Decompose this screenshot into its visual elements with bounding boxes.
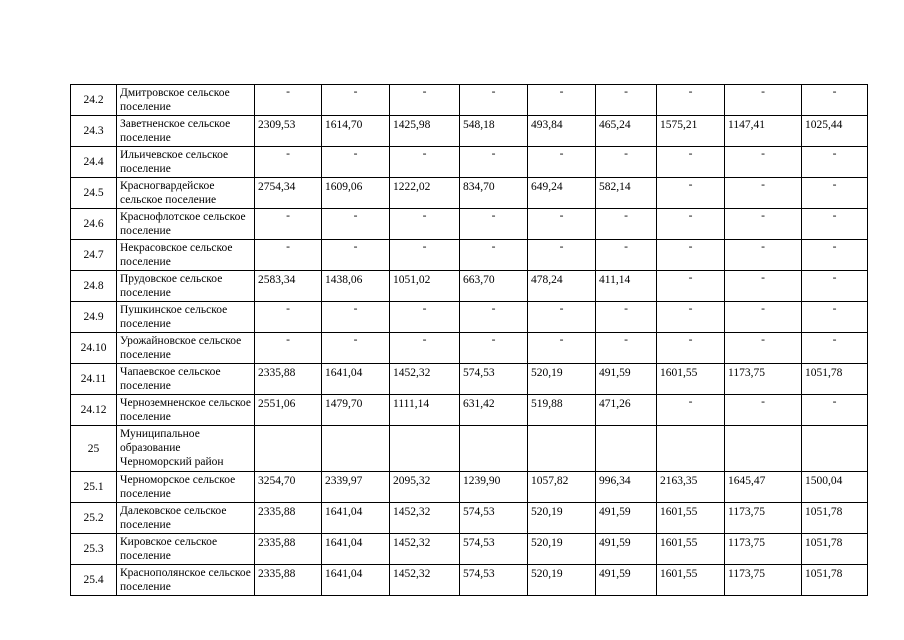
value-cell: - (802, 209, 868, 240)
tariff-table (70, 84, 868, 596)
settlement-name: Ильичевское сельское поселение (117, 147, 255, 178)
value-cell: 1452,32 (390, 503, 460, 534)
value-cell: - (390, 240, 460, 271)
value-cell: - (725, 302, 802, 333)
value-cell: 1173,75 (725, 364, 802, 395)
value-cell: - (725, 178, 802, 209)
value-cell (802, 426, 868, 472)
value-cell: 1641,04 (322, 534, 390, 565)
value-cell: 663,70 (460, 271, 528, 302)
value-cell: - (322, 302, 390, 333)
value-cell: 1051,78 (802, 565, 868, 596)
value-cell: 574,53 (460, 364, 528, 395)
value-cell: 471,26 (596, 395, 657, 426)
value-cell: 1452,32 (390, 565, 460, 596)
value-cell: - (802, 271, 868, 302)
value-cell: - (255, 209, 322, 240)
value-cell: - (657, 178, 725, 209)
value-cell: 491,59 (596, 565, 657, 596)
value-cell: - (390, 85, 460, 116)
settlement-name: Муниципальное образование Черноморский район (117, 426, 255, 472)
value-cell: 1051,78 (802, 364, 868, 395)
row-number: 24.8 (71, 271, 117, 302)
value-cell: 1641,04 (322, 364, 390, 395)
value-cell: 1500,04 (802, 472, 868, 503)
value-cell: 2335,88 (255, 565, 322, 596)
value-cell: - (322, 240, 390, 271)
value-cell: 1609,06 (322, 178, 390, 209)
value-cell: - (528, 85, 596, 116)
value-cell: - (528, 147, 596, 178)
value-cell: - (255, 302, 322, 333)
value-cell: 574,53 (460, 503, 528, 534)
value-cell: 2335,88 (255, 534, 322, 565)
value-cell: - (596, 302, 657, 333)
row-number: 25.3 (71, 534, 117, 565)
value-cell: - (657, 209, 725, 240)
settlement-name: Черноземненское сельское поселение (117, 395, 255, 426)
value-cell: - (657, 85, 725, 116)
value-cell: - (528, 333, 596, 364)
value-cell: 2335,88 (255, 364, 322, 395)
value-cell: - (802, 395, 868, 426)
table-row (71, 565, 868, 596)
value-cell: - (657, 147, 725, 178)
value-cell: 1111,14 (390, 395, 460, 426)
value-cell: 548,18 (460, 116, 528, 147)
value-cell (657, 426, 725, 472)
value-cell: 491,59 (596, 364, 657, 395)
value-cell: - (528, 302, 596, 333)
table-body (71, 85, 868, 596)
row-number: 25.4 (71, 565, 117, 596)
row-number: 24.2 (71, 85, 117, 116)
row-number: 24.11 (71, 364, 117, 395)
row-number: 24.12 (71, 395, 117, 426)
row-number: 24.6 (71, 209, 117, 240)
value-cell: - (460, 85, 528, 116)
value-cell: 491,59 (596, 503, 657, 534)
value-cell: - (460, 302, 528, 333)
value-cell: 2163,35 (657, 472, 725, 503)
row-number: 24.7 (71, 240, 117, 271)
value-cell: - (460, 333, 528, 364)
value-cell: - (255, 333, 322, 364)
row-number: 24.5 (71, 178, 117, 209)
value-cell: - (255, 240, 322, 271)
value-cell: - (460, 147, 528, 178)
value-cell: 834,70 (460, 178, 528, 209)
value-cell: - (528, 240, 596, 271)
table-row (71, 333, 868, 364)
value-cell: 491,59 (596, 534, 657, 565)
value-cell: - (657, 271, 725, 302)
settlement-name: Дмитровское сельское поселение (117, 85, 255, 116)
value-cell: 1147,41 (725, 116, 802, 147)
value-cell (322, 426, 390, 472)
value-cell: 1479,70 (322, 395, 390, 426)
value-cell: - (390, 333, 460, 364)
value-cell: - (802, 147, 868, 178)
value-cell: 2583,34 (255, 271, 322, 302)
value-cell: 1601,55 (657, 364, 725, 395)
value-cell: - (390, 302, 460, 333)
settlement-name: Краснофлотское сельское поселение (117, 209, 255, 240)
value-cell: 1173,75 (725, 503, 802, 534)
settlement-name: Далековское сельское поселение (117, 503, 255, 534)
row-number: 25 (71, 426, 117, 472)
value-cell: 520,19 (528, 534, 596, 565)
value-cell: - (322, 209, 390, 240)
table-row (71, 271, 868, 302)
value-cell: - (596, 85, 657, 116)
value-cell: - (255, 147, 322, 178)
table-row (71, 209, 868, 240)
value-cell: - (725, 271, 802, 302)
value-cell: 1425,98 (390, 116, 460, 147)
value-cell: 2339,97 (322, 472, 390, 503)
value-cell: - (725, 147, 802, 178)
value-cell: 411,14 (596, 271, 657, 302)
value-cell: - (390, 147, 460, 178)
value-cell: - (460, 240, 528, 271)
value-cell: 1641,04 (322, 503, 390, 534)
value-cell: 2551,06 (255, 395, 322, 426)
value-cell: - (322, 85, 390, 116)
table-row (71, 472, 868, 503)
value-cell: 1173,75 (725, 534, 802, 565)
settlement-name: Кировское сельское поселение (117, 534, 255, 565)
settlement-name: Чапаевское сельское поселение (117, 364, 255, 395)
settlement-name: Красногвардейское сельское поселение (117, 178, 255, 209)
value-cell: 465,24 (596, 116, 657, 147)
value-cell: 574,53 (460, 565, 528, 596)
value-cell: 1601,55 (657, 534, 725, 565)
value-cell: 1438,06 (322, 271, 390, 302)
row-number: 24.4 (71, 147, 117, 178)
value-cell: - (725, 333, 802, 364)
settlement-name: Черноморское сельское поселение (117, 472, 255, 503)
value-cell: 996,34 (596, 472, 657, 503)
settlement-name: Пушкинское сельское поселение (117, 302, 255, 333)
settlement-name: Заветненское сельское поселение (117, 116, 255, 147)
value-cell: 1614,70 (322, 116, 390, 147)
value-cell: - (322, 147, 390, 178)
value-cell: 478,24 (528, 271, 596, 302)
value-cell: - (802, 240, 868, 271)
value-cell: - (657, 395, 725, 426)
value-cell: 1025,44 (802, 116, 868, 147)
value-cell: 574,53 (460, 534, 528, 565)
value-cell: - (322, 333, 390, 364)
value-cell: 1057,82 (528, 472, 596, 503)
value-cell (460, 426, 528, 472)
value-cell: 1051,78 (802, 534, 868, 565)
table-row (71, 534, 868, 565)
row-number: 25.1 (71, 472, 117, 503)
value-cell: 582,14 (596, 178, 657, 209)
value-cell: - (460, 209, 528, 240)
value-cell: - (802, 85, 868, 116)
value-cell: 1645,47 (725, 472, 802, 503)
table-row (71, 116, 868, 147)
value-cell: 1239,90 (460, 472, 528, 503)
table-row (71, 364, 868, 395)
value-cell: 649,24 (528, 178, 596, 209)
value-cell: 2335,88 (255, 503, 322, 534)
value-cell: 1222,02 (390, 178, 460, 209)
value-cell: 519,88 (528, 395, 596, 426)
table-row (71, 178, 868, 209)
table-row (71, 503, 868, 534)
value-cell: - (725, 85, 802, 116)
value-cell: 2754,34 (255, 178, 322, 209)
value-cell: 1601,55 (657, 503, 725, 534)
value-cell: - (596, 333, 657, 364)
settlement-name: Прудовское сельское поселение (117, 271, 255, 302)
row-number: 24.3 (71, 116, 117, 147)
value-cell (528, 426, 596, 472)
value-cell: - (725, 209, 802, 240)
value-cell: - (657, 302, 725, 333)
value-cell: 1641,04 (322, 565, 390, 596)
value-cell: 1051,78 (802, 503, 868, 534)
row-number: 25.2 (71, 503, 117, 534)
table-row (71, 85, 868, 116)
value-cell: 1575,21 (657, 116, 725, 147)
value-cell: 3254,70 (255, 472, 322, 503)
value-cell: - (255, 85, 322, 116)
value-cell: - (802, 333, 868, 364)
value-cell (725, 426, 802, 472)
value-cell: 493,84 (528, 116, 596, 147)
value-cell: - (528, 209, 596, 240)
value-cell: - (725, 395, 802, 426)
value-cell: 1051,02 (390, 271, 460, 302)
value-cell: 631,42 (460, 395, 528, 426)
row-number: 24.9 (71, 302, 117, 333)
value-cell: 1173,75 (725, 565, 802, 596)
value-cell: - (596, 147, 657, 178)
value-cell: 520,19 (528, 503, 596, 534)
value-cell: 2095,32 (390, 472, 460, 503)
row-number: 24.10 (71, 333, 117, 364)
value-cell (390, 426, 460, 472)
value-cell: 1601,55 (657, 565, 725, 596)
table-row (71, 147, 868, 178)
value-cell: - (596, 240, 657, 271)
value-cell: 2309,53 (255, 116, 322, 147)
value-cell: - (802, 178, 868, 209)
value-cell: - (657, 240, 725, 271)
value-cell: - (725, 240, 802, 271)
settlement-name: Некрасовское сельское поселение (117, 240, 255, 271)
value-cell: - (596, 209, 657, 240)
table-row (71, 302, 868, 333)
value-cell: 1452,32 (390, 534, 460, 565)
settlement-name: Краснополянское сельское поселение (117, 565, 255, 596)
value-cell: 1452,32 (390, 364, 460, 395)
value-cell: 520,19 (528, 364, 596, 395)
value-cell: 520,19 (528, 565, 596, 596)
table-row (71, 426, 868, 472)
value-cell (596, 426, 657, 472)
table-row (71, 240, 868, 271)
table-row (71, 395, 868, 426)
settlement-name: Урожайновское сельское поселение (117, 333, 255, 364)
value-cell: - (657, 333, 725, 364)
value-cell (255, 426, 322, 472)
value-cell: - (390, 209, 460, 240)
value-cell: - (802, 302, 868, 333)
